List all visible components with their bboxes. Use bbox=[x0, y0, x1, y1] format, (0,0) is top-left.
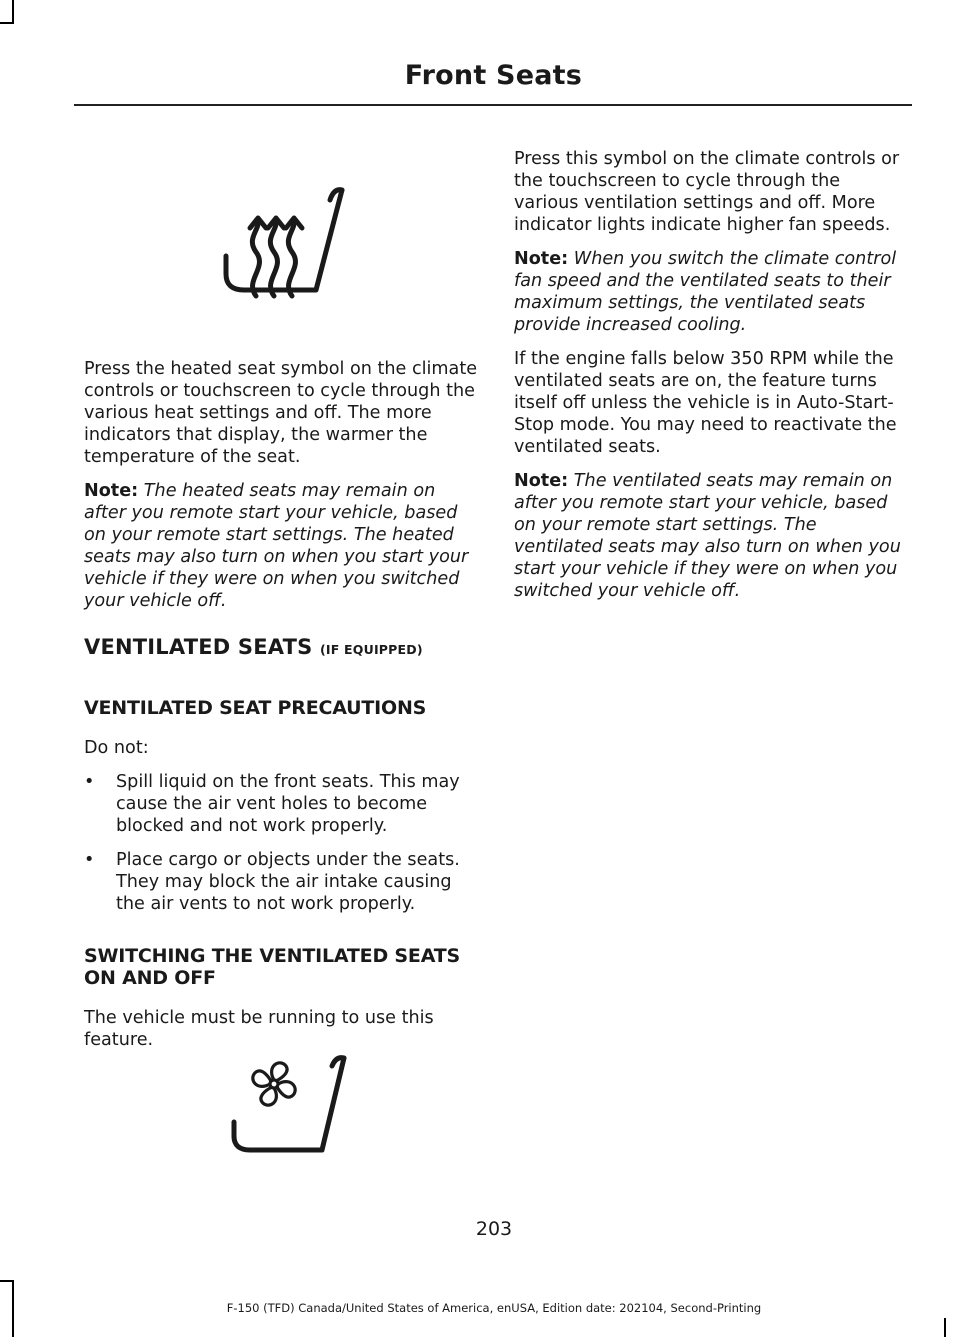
precautions-heading: VENTILATED SEAT PRECAUTIONS bbox=[84, 697, 427, 719]
switching-heading: SWITCHING THE VENTILATED SEATS ON AND OFF bbox=[84, 945, 460, 989]
note-text: The heated seats may remain on after you remote start your vehicle, based on your remote start settings. The heated seats may also turn on when you start your vehicle if they were on when you switched your vehicle off. bbox=[84, 481, 469, 611]
bullet-text: Place cargo or objects under the seats. They may block the air intake causing the air vents to not work properly. bbox=[116, 850, 460, 914]
heated-intro: Press the heated seat symbol on the climate controls or touchscreen to cycle through the various heat settings and off. The more indicators that display, the warmer the temperature of the seat. bbox=[84, 359, 478, 467]
heated-seat-icon bbox=[216, 184, 352, 302]
note-remote-start bbox=[514, 470, 910, 602]
header-rule bbox=[74, 104, 912, 106]
crop-mark bbox=[12, 0, 14, 22]
rpm-text: If the engine falls below 350 RPM while the ventilated seats are on, the feature turns itself off unless the vehicle is in Auto-Start-Stop mode. You may need to reactivate the ventilated seats. bbox=[514, 349, 897, 457]
edition-footer: F-150 (TFD) Canada/United States of America, enUSA, Edition date: 202104, Second-Printing bbox=[226, 1301, 762, 1315]
note-heated bbox=[84, 480, 478, 612]
bullet-text: Spill liquid on the front seats. This may cause the air vent holes to become blocked and not work properly. bbox=[116, 772, 460, 836]
list-item bbox=[84, 849, 478, 915]
left-column bbox=[84, 358, 478, 1063]
crop-mark bbox=[944, 1318, 946, 1337]
crop-mark bbox=[0, 22, 14, 24]
note-text: When you switch the climate control fan speed and the ventilated seats to their maximum settings, the ventilated seats provide increased cooling. bbox=[514, 249, 897, 335]
do-not-text: Do not: bbox=[84, 738, 149, 758]
section-heading bbox=[84, 634, 478, 663]
precautions-list bbox=[84, 771, 478, 915]
section-suffix: (IF EQUIPPED) bbox=[319, 642, 423, 657]
right-column bbox=[514, 148, 910, 614]
ventilated-seat-icon bbox=[226, 1052, 354, 1156]
note-label: Note: bbox=[514, 471, 569, 491]
vent-intro: Press this symbol on the climate controls or the touchscreen to cycle through the various ventilation settings and off. More indicator lights indicate higher fan speeds. bbox=[514, 149, 900, 235]
crop-mark bbox=[0, 1280, 14, 1282]
bullet-glyph: • bbox=[84, 850, 95, 870]
note-text: The ventilated seats may remain on after you remote start your vehicle, based on your remote start settings. The ventilated seats may also turn on when you start your vehicle if they were on when you switched your vehicle off. bbox=[514, 471, 901, 601]
running-text: The vehicle must be running to use this feature. bbox=[84, 1008, 434, 1050]
page-title: Front Seats bbox=[404, 60, 582, 91]
section-title: VENTILATED SEATS bbox=[84, 635, 313, 659]
page-number: 203 bbox=[475, 1218, 513, 1240]
note-cooling bbox=[514, 248, 910, 336]
note-label: Note: bbox=[84, 481, 139, 501]
note-label: Note: bbox=[514, 249, 569, 269]
list-item bbox=[84, 771, 478, 837]
bullet-glyph: • bbox=[84, 772, 95, 792]
